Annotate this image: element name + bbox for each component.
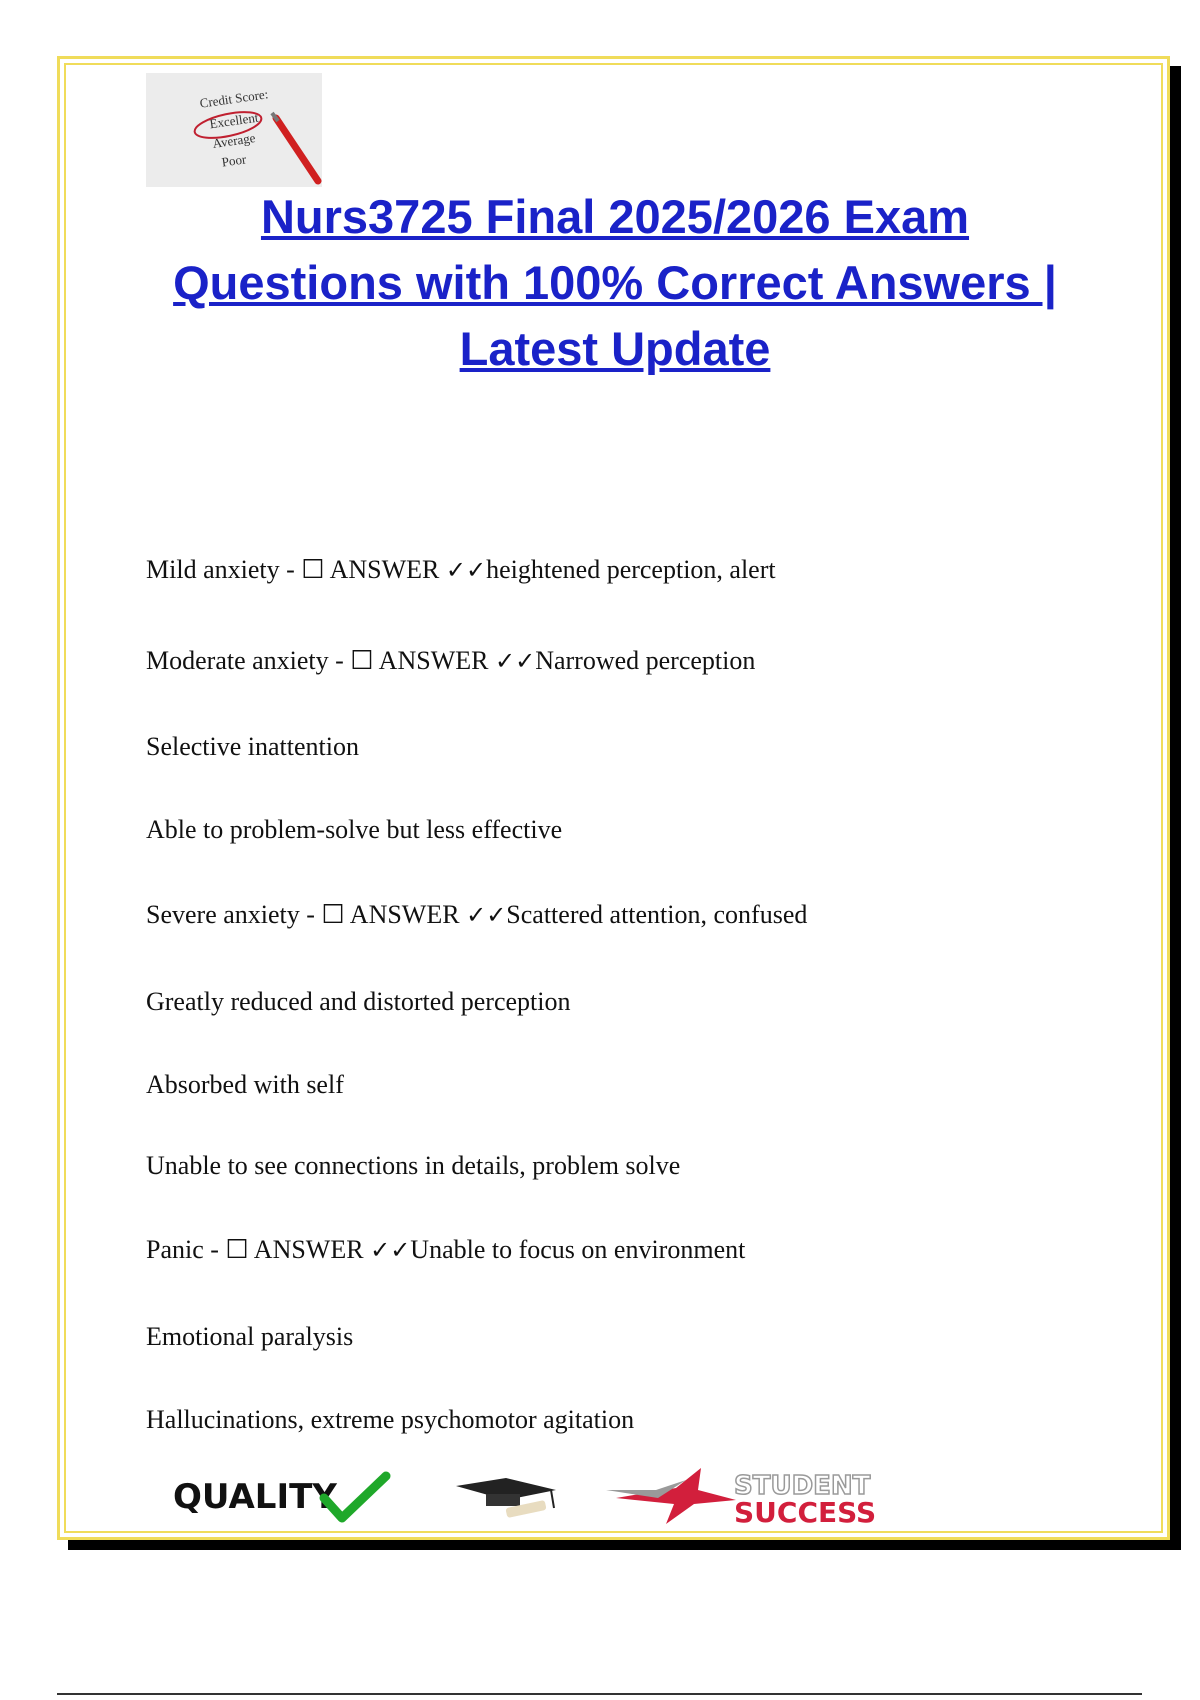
logo-line-4: Poor: [220, 151, 248, 170]
qa-answer: Able to problem-solve but less effective: [146, 815, 563, 844]
logo-line-1: Credit Score:: [198, 86, 270, 111]
double-check-icon: ✓✓: [445, 556, 487, 584]
qa-line: [146, 987, 571, 1017]
double-check-icon: ✓✓: [494, 647, 536, 675]
qa-line: [146, 555, 776, 585]
qa-answer: Hallucinations, extreme psychomotor agitation: [146, 1405, 635, 1434]
badge-quality-text: QUALITY: [173, 1477, 337, 1517]
qa-question: Moderate anxiety - ☐ ANSWER: [146, 646, 495, 675]
qa-answer: Absorbed with self: [146, 1070, 344, 1099]
double-check-icon: ✓✓: [466, 901, 507, 929]
qa-answer: Greatly reduced and distorted perception: [146, 987, 571, 1016]
qa-line: [146, 1322, 353, 1352]
quality-student-success-badge: [146, 1460, 1046, 1530]
logo-line-2: Excellent: [208, 109, 260, 132]
document-title: Nurs3725 Final 2025/2026 Exam Questions with 100% Correct Answers | Latest Update: [173, 190, 1057, 375]
qa-line: [146, 1235, 745, 1265]
credit-score-logo: [146, 73, 322, 187]
logo-line-3: Average: [211, 130, 257, 151]
qa-line: [146, 900, 807, 930]
qa-line: [146, 732, 359, 762]
footer-rule: [57, 1693, 1142, 1695]
qa-question: Panic - ☐ ANSWER: [146, 1235, 371, 1264]
qa-line: [146, 1405, 634, 1435]
qa-line: [146, 1070, 344, 1100]
qa-answer: Emotional paralysis: [146, 1322, 354, 1351]
qa-answer: heightened perception, alert: [486, 555, 776, 584]
qa-question: Mild anxiety - ☐ ANSWER: [146, 555, 446, 584]
star-icon: [606, 1468, 736, 1524]
qa-line: [146, 815, 562, 845]
graduation-cap-icon: [456, 1478, 556, 1518]
double-check-icon: ✓✓: [370, 1236, 411, 1264]
qa-question: Severe anxiety - ☐ ANSWER: [146, 900, 467, 929]
badge-student-text: STUDENT: [734, 1471, 871, 1501]
qa-answer: Unable to see connections in details, problem solve: [146, 1151, 681, 1180]
qa-line: [146, 1151, 680, 1181]
qa-answer: Scattered attention, confused: [506, 900, 808, 929]
qa-answer: Narrowed perception: [535, 646, 756, 675]
badge-success-text: SUCCESS: [734, 1496, 877, 1529]
qa-answer: Selective inattention: [146, 732, 359, 761]
qa-answer: Unable to focus on environment: [410, 1235, 746, 1264]
pen-icon: [146, 73, 322, 187]
qa-line: [146, 646, 755, 676]
